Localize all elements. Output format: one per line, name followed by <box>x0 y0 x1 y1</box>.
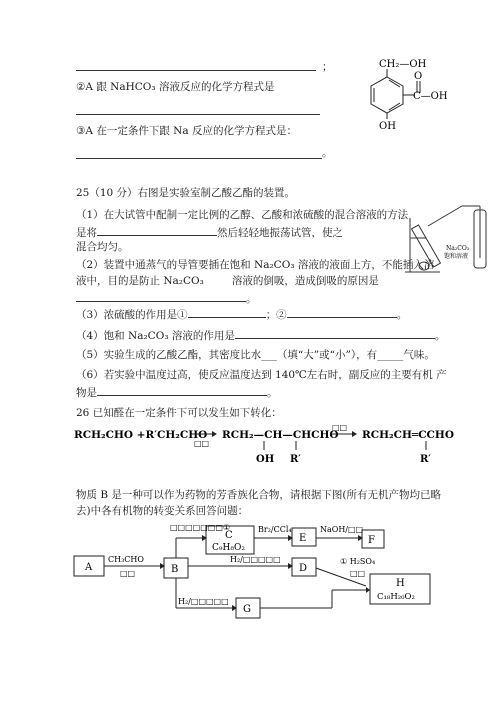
q25-p1-blank <box>97 224 217 236</box>
q25-p2-line1: （2）装置中通蒸气的导管要插在饱和 Na₂CO₃ 溶液的液面上方，不能插入溶 <box>76 259 435 271</box>
q3-text: ③A 在一定条件下跟 Na 反应的化学方程式是： <box>76 125 297 137</box>
q25-p1-suffix: 然后轻轻地振荡试管，使之 <box>217 227 343 239</box>
q3-answer-line <box>76 158 322 159</box>
q25-p3-prefix: （3）浓硫酸的作用是① <box>76 309 188 321</box>
eq-intermediate: RCH₂—CH—CHCHO <box>222 429 339 441</box>
node-b-label: B <box>171 564 179 575</box>
q25-p6-prefix: 物是 <box>76 387 97 399</box>
ch2-oh-label: CH₂—OH <box>379 59 427 70</box>
node-h-label: H <box>396 578 405 589</box>
q25-p6-line2 <box>76 384 278 400</box>
label-a-to-b-sub: □□ <box>120 569 136 578</box>
top-semicolon: ； <box>322 61 333 73</box>
q25-p4 <box>76 327 445 343</box>
label-c-to-e: Br₂/CCl₄ <box>258 525 292 534</box>
q25-p1-line3: 混合均匀。 <box>76 241 129 253</box>
label-a-to-b: CH₃CHO <box>108 555 144 564</box>
q25-p6-blank <box>97 384 267 396</box>
q25-p1-prefix: 是将 <box>76 227 97 239</box>
q25-p2-prefix: 液中，目的是防止 Na₂CO₃ <box>76 275 204 287</box>
node-c-label: C <box>225 530 233 541</box>
q25-p3 <box>76 306 407 322</box>
eq-product-r: R′ <box>420 454 431 465</box>
q25-p4-blank <box>235 327 435 339</box>
label-b-to-d: H₂/□□□□□ <box>230 555 281 564</box>
label-d-to-h: ① H₂SO₄ <box>340 557 376 566</box>
q25-p3-blank1 <box>188 306 266 318</box>
q2-text: ②A 跟 NaHCO₃ 溶液反应的化学方程式是 <box>76 81 275 93</box>
label-e-to-f: NaOH/□□ <box>320 525 364 534</box>
q25-p1-line2 <box>76 224 343 240</box>
aldol-equation <box>74 422 494 472</box>
node-c-formula: C₉H₈O₂ <box>212 543 245 553</box>
reaction-flow-diagram <box>70 518 460 628</box>
eq-product: RCH₂CH═CCHO <box>362 429 454 441</box>
q25-p4-prefix: （4）饱和 Na₂CO₃ 溶液的作用是 <box>76 330 235 342</box>
node-h-formula: C₁₈H₂₀O₂ <box>377 592 415 602</box>
label-b-to-c: □□□□□□□① <box>170 523 231 532</box>
label-d-to-h-sub: □□ <box>350 569 366 578</box>
q25-p5: （5）实验生成的乙酸乙酯，其密度比水___（填“大”或“小”），有_____气味。 <box>76 349 435 361</box>
eq-intermediate-r: R′ <box>290 454 301 465</box>
node-a-label: A <box>85 562 93 573</box>
structure-a-diagram <box>355 55 470 135</box>
node-f-label: F <box>368 535 375 546</box>
q25-p1-line1: （1）在大试管中配制一定比例的乙醇、乙酸和浓硫酸的混合溶液的方法 <box>76 209 409 221</box>
label-b-to-g: H₂/□□□□□ <box>178 597 229 606</box>
eq-reactants: RCH₂CHO +R′CH₂CHO <box>74 429 208 441</box>
q25-p3-mid: ；② <box>265 309 287 321</box>
q25-p2-blank <box>76 290 246 302</box>
node-e-label: E <box>299 533 307 544</box>
eq-arrow1-label: □□ <box>194 439 210 448</box>
apparatus-label-na2co3: Na₂CO₃ <box>446 245 470 252</box>
top-answer-line <box>76 70 316 71</box>
q25-p3-blank2 <box>287 306 397 318</box>
q25-title: 25（10 分）右图是实验室制乙酸乙酯的装置。 <box>76 187 296 199</box>
q25-p6-end: 。 <box>267 387 278 399</box>
eq-arrow2-label: □□ <box>332 423 348 432</box>
cooh-label: C—OH <box>413 91 448 102</box>
q25-p4-end: 。 <box>434 330 446 342</box>
node-g-label: G <box>243 604 251 615</box>
apparatus-label-solution: 饱和溶液 <box>444 253 469 260</box>
q3-end: 。 <box>322 147 333 159</box>
q25-p2-line3 <box>76 290 257 306</box>
q26-desc-line2: 去)中各有机物的转变关系回答问题： <box>76 505 249 517</box>
node-d-label: D <box>299 563 308 574</box>
eq-intermediate-oh: OH <box>256 454 275 465</box>
q26-title: 26 已知醛在一定条件下可以发生如下转化： <box>76 407 282 419</box>
q25-p2-line2 <box>76 274 379 288</box>
carbonyl-o-label: O <box>414 71 423 82</box>
q2-answer-line <box>76 114 320 115</box>
q26-desc-line1: 物质 B 是一种可以作为药物的芳香族化合物，请根据下图(所有无机产物均已略 <box>76 489 441 501</box>
q25-p6-line1: （6）若实验中温度过高，使反应温度达到 140℃左右时，副反应的主要有机 产 <box>76 369 447 381</box>
ring-oh-label: OH <box>379 121 396 132</box>
q25-p2-end: 。 <box>246 293 257 305</box>
q25-p3-end: 。 <box>396 309 408 321</box>
benzene-ring <box>371 77 403 113</box>
q25-p2-suffix: 溶液的倒吸，造成倒吸的原因是 <box>231 275 379 287</box>
